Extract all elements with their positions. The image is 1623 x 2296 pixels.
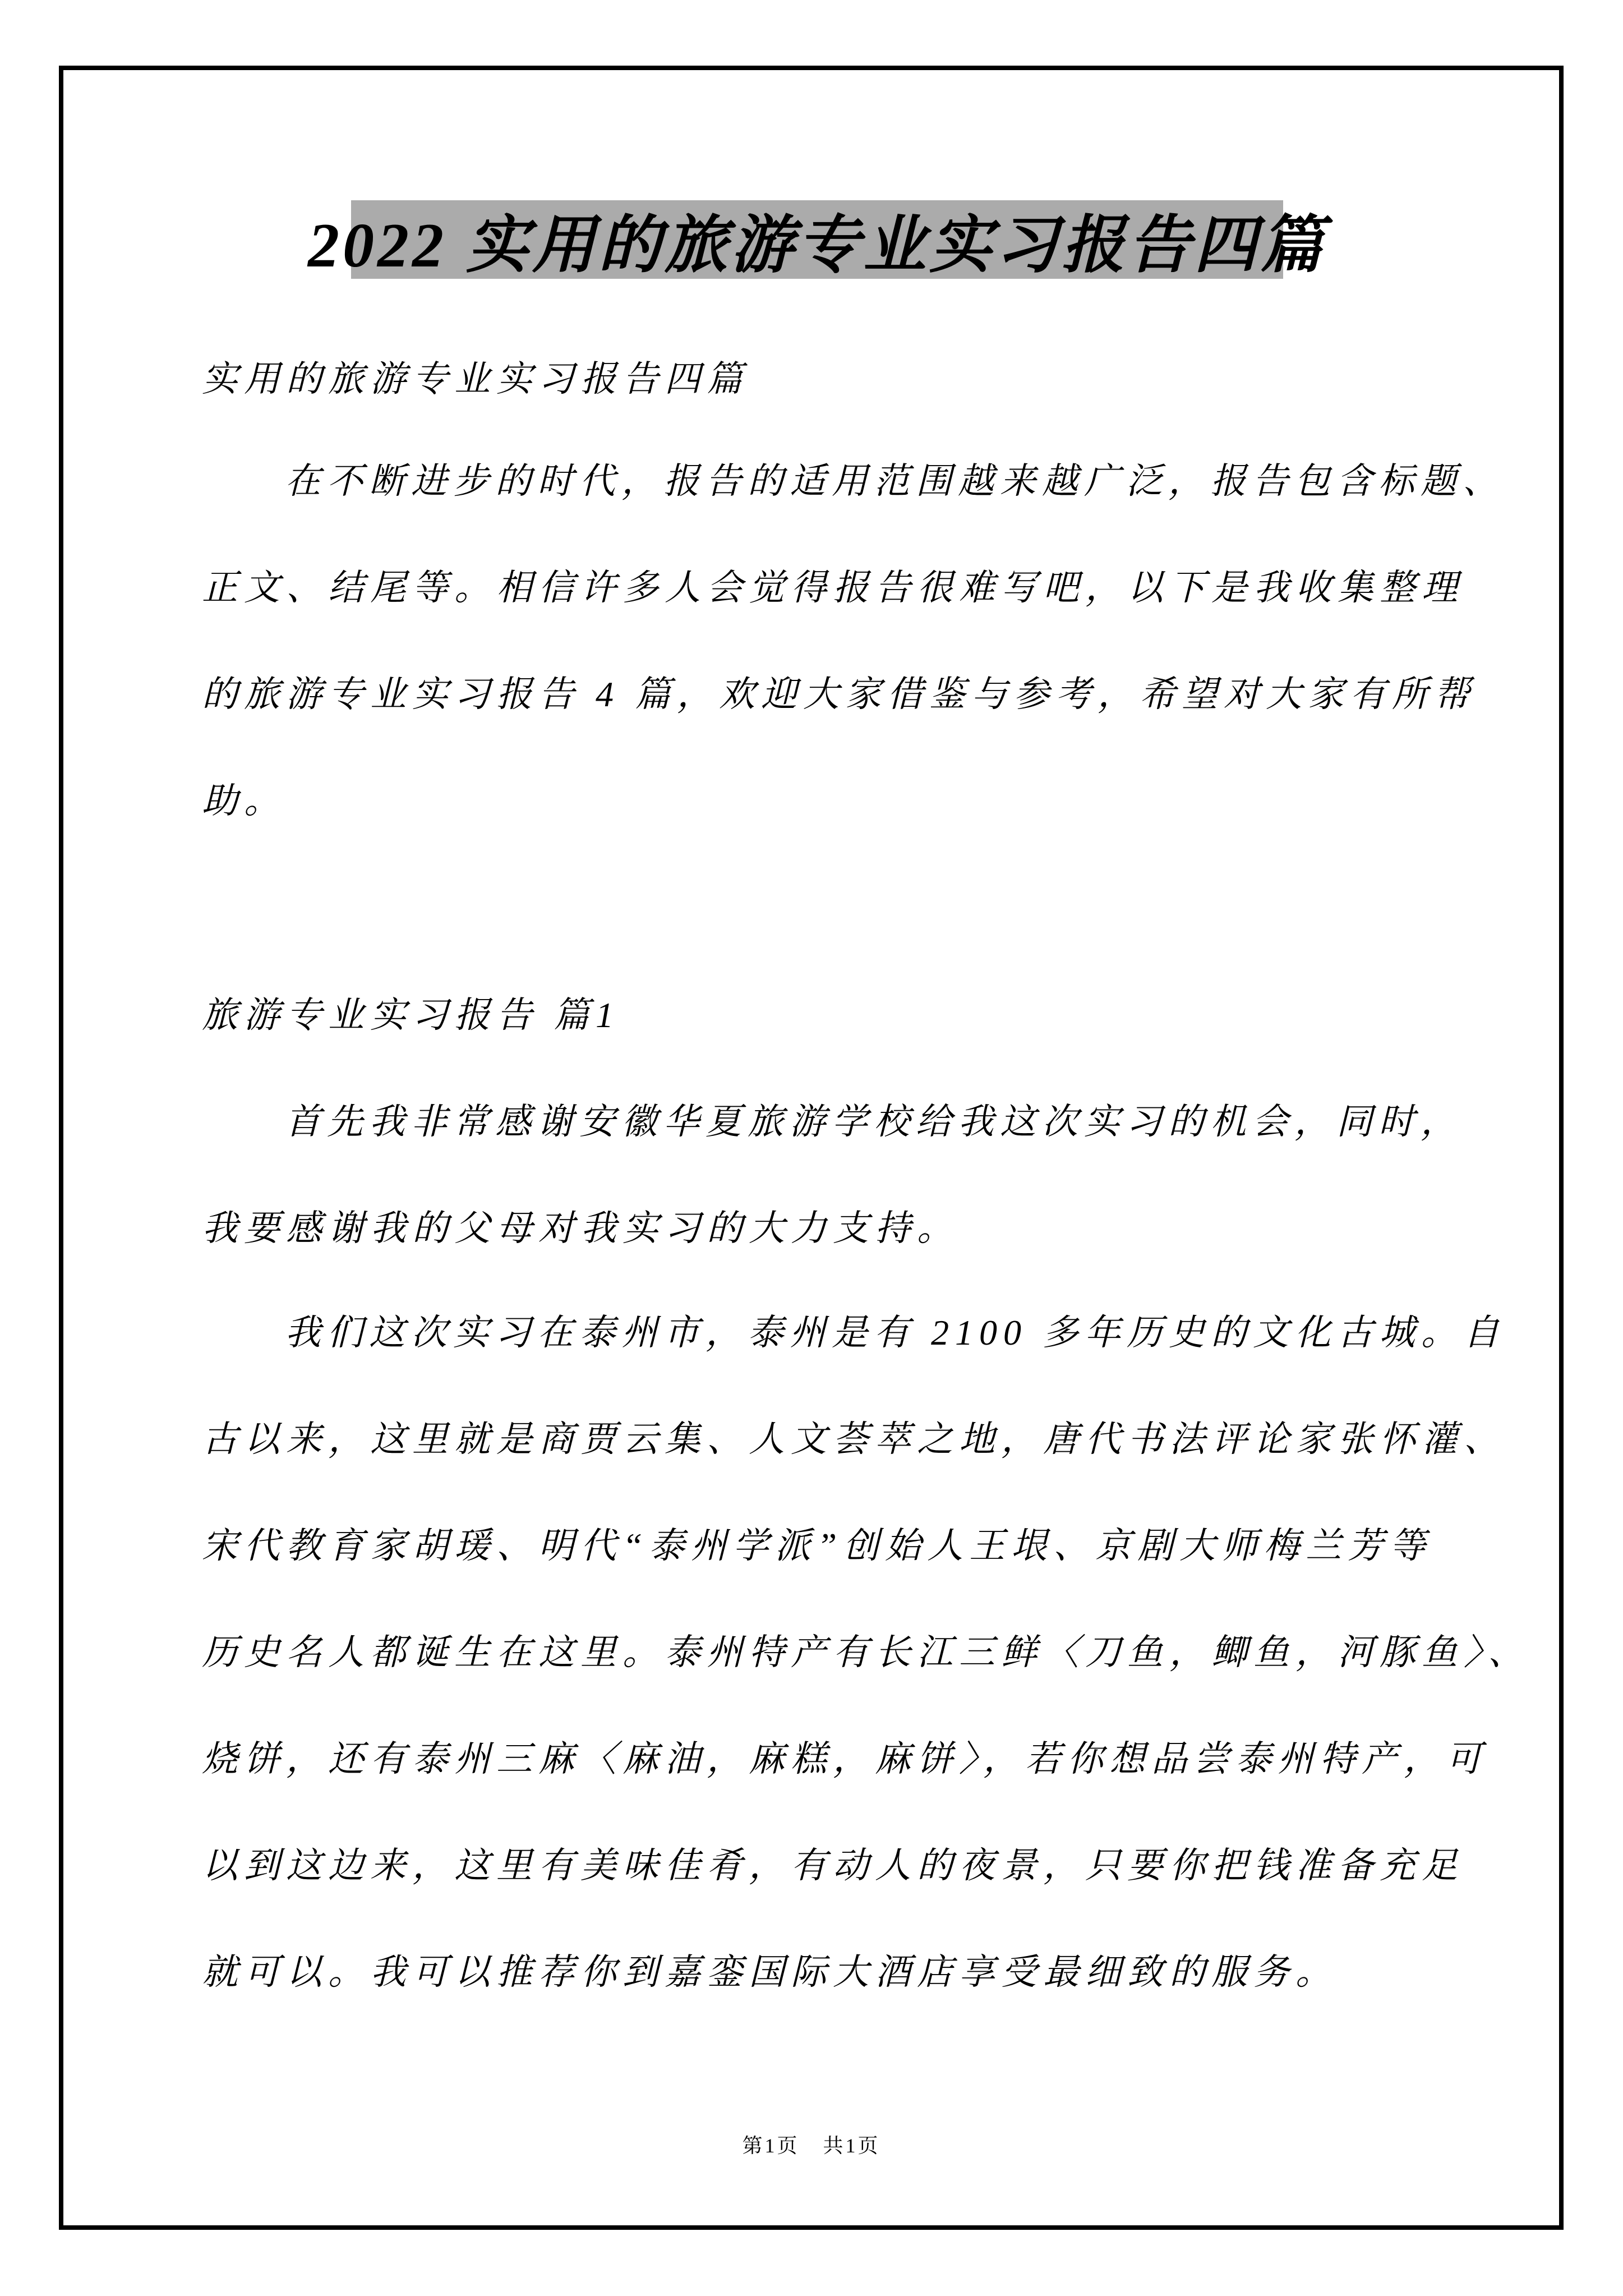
paragraph-line: 助。 xyxy=(202,781,286,821)
body-paragraph-1 xyxy=(202,1069,1492,1282)
document-subtitle: 实用的旅游专业实习报告四篇 xyxy=(202,359,749,399)
paragraph-line: 我们这次实习在泰州市，泰州是有 2100 多年历史的文化古城。自 xyxy=(285,1313,1505,1352)
paragraph-line: 就可以。我可以推荐你到嘉銮国际大酒店享受最细致的服务。 xyxy=(202,1952,1338,1992)
footer-page-count: 共1页 xyxy=(823,2134,880,2157)
section-heading-block xyxy=(202,962,1492,1069)
page-footer xyxy=(63,2130,1559,2159)
title-highlight xyxy=(308,200,1326,280)
paragraph-line: 我要感谢我的父母对我实习的大力支持。 xyxy=(202,1208,959,1248)
paragraph-line: 在不断进步的时代，报告的适用范围越来越广泛，报告包含标题、 xyxy=(285,461,1505,501)
paragraph-line: 宋代教育家胡瑗、明代“泰州学派”创始人王垠、京剧大师梅兰芳等 xyxy=(202,1526,1432,1566)
section-heading: 旅游专业实习报告 篇1 xyxy=(202,995,620,1035)
footer-page-number: 第1页 xyxy=(742,2134,800,2157)
document-page xyxy=(59,66,1564,2230)
paragraph-line: 烧饼，还有泰州三麻〈麻油，麻糕，麻饼〉，若你想品尝泰州特产，可 xyxy=(202,1739,1488,1779)
document-title: 2022 实用的旅游专业实习报告四篇 xyxy=(308,210,1326,280)
paragraph-line: 的旅游专业实习报告 4 篇，欢迎大家借鉴与参考，希望对大家有所帮 xyxy=(202,674,1476,714)
paragraph-line: 正文、结尾等。相信许多人会觉得报告很难写吧，以下是我收集整理 xyxy=(202,568,1464,608)
paragraph-line: 首先我非常感谢安徽华夏旅游学校给我这次实习的机会，同时， xyxy=(285,1102,1463,1142)
paragraph-line: 古以来，这里就是商贾云集、人文荟萃之地，唐代书法评论家张怀灌、 xyxy=(202,1419,1506,1459)
document-subtitle-block xyxy=(202,326,1492,432)
intro-paragraph xyxy=(202,428,1505,854)
paragraph-line: 以到这边来，这里有美味佳肴，有动人的夜景，只要你把钱准备充足 xyxy=(202,1846,1464,1885)
body-paragraph-2 xyxy=(202,1280,1530,2026)
paragraph-line: 历史名人都诞生在这里。泰州特产有长江三鲜〈刀鱼，鲫鱼，河豚鱼〉、 xyxy=(202,1632,1530,1672)
